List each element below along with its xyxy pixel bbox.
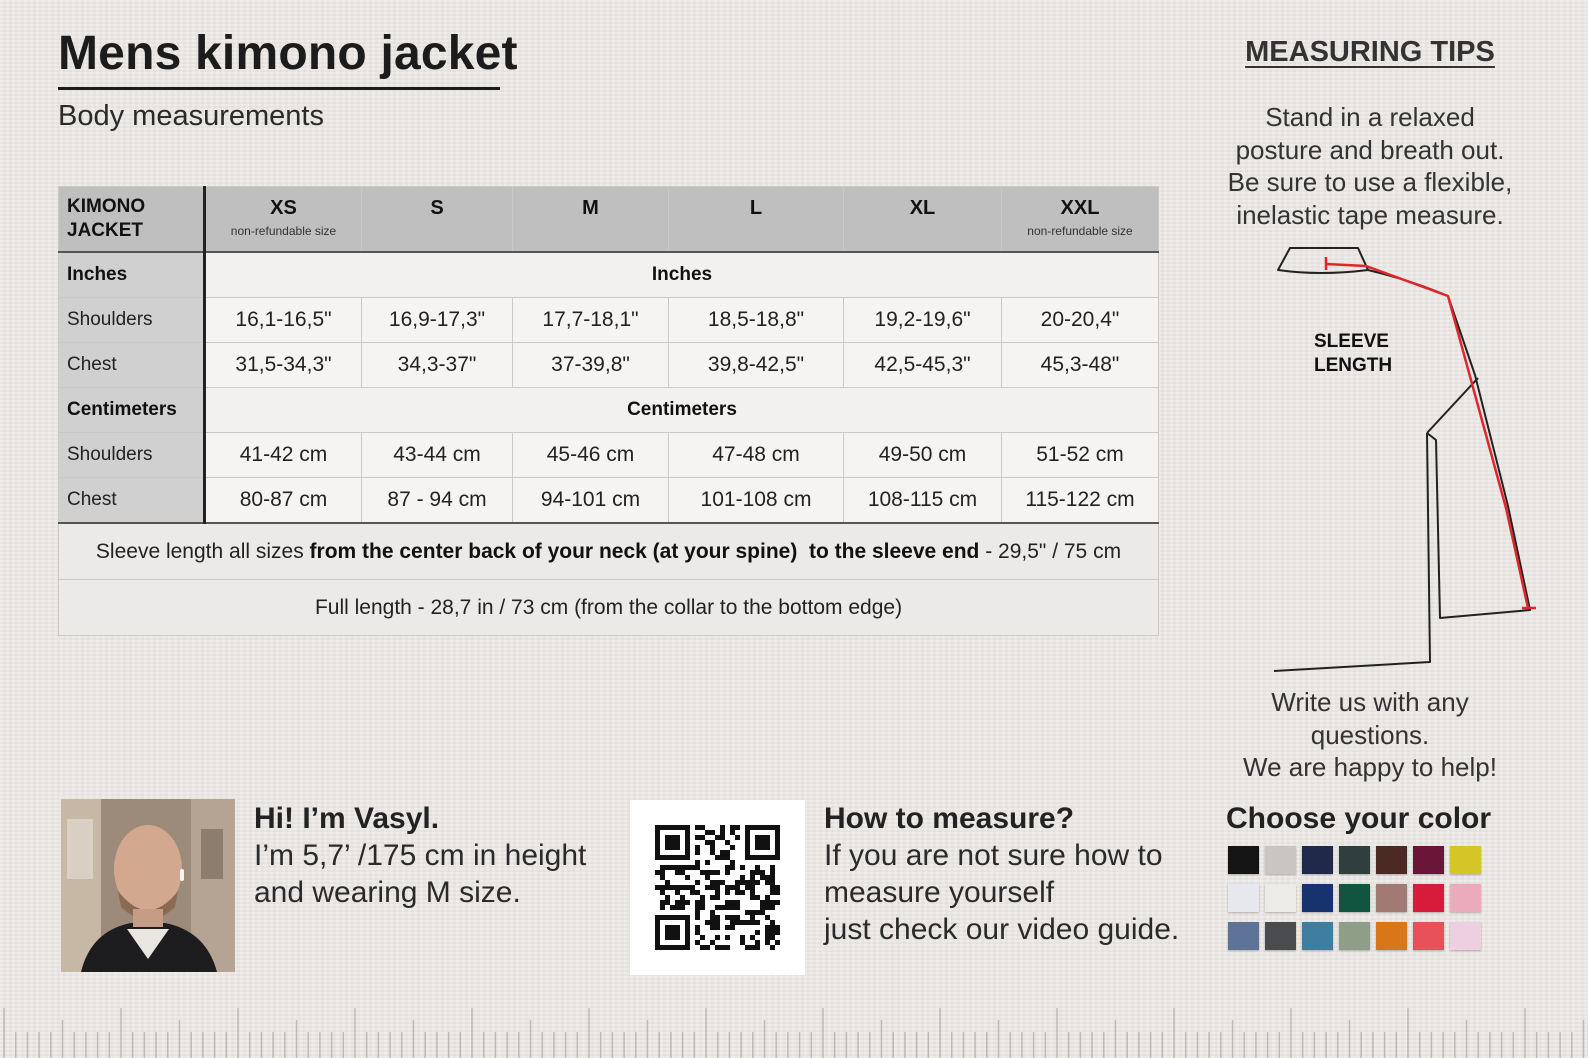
color-swatch[interactable] [1376,846,1407,874]
ruler-decoration [0,990,1588,1058]
tip-line: Be sure to use a flexible, [1227,167,1513,197]
table-cell: 87 - 94 cm [362,478,513,524]
table-cell: 31,5-34,3" [205,343,362,388]
row-label: Chest [59,478,205,524]
full-length-note: Full length - 28,7 in / 73 cm (from the collar to the bottom edge) [59,580,1159,636]
table-corner-label [59,187,205,253]
color-swatch[interactable] [1450,884,1481,912]
color-swatch[interactable] [1413,846,1444,874]
table-row [59,433,1159,478]
jacket-body-outline [1274,433,1430,671]
how-to-measure-line: If you are not sure how to [824,839,1163,872]
size-note: non-refundable size [1027,224,1133,238]
size-header-m [513,187,669,253]
model-photo [61,799,235,972]
table-cell: 94-101 cm [513,478,669,524]
corner-line-1: KIMONO [67,196,146,217]
tip-line: inelastic tape measure. [1236,200,1504,230]
table-cell: 80-87 cm [205,478,362,524]
table-cell: 108-115 cm [844,478,1002,524]
table-cell: 41-42 cm [205,433,362,478]
size-header-xl [844,187,1002,253]
row-label: Shoulders [59,433,205,478]
table-header-row [59,187,1159,253]
sleeve-note-post: - 29,5" / 75 cm [979,539,1122,563]
size-label: XL [909,197,936,219]
table-cell: 18,5-18,8" [669,298,844,343]
choose-color-heading: Choose your color [1226,802,1492,835]
corner-line-2: JACKET [67,220,144,241]
color-swatch[interactable] [1376,922,1407,950]
how-to-measure-line: just check our video guide. [824,913,1180,946]
color-swatch[interactable] [1339,884,1370,912]
color-swatch[interactable] [1450,846,1481,874]
table-row [59,478,1159,524]
table-section-row-inches [59,252,1159,298]
size-label: L [749,197,763,219]
jacket-armhole-line [1427,378,1478,433]
sleeve-length-row [59,523,1159,580]
table-cell: 17,7-18,1" [513,298,669,343]
jacket-collar-outline [1278,248,1368,273]
sleeve-note-pre: Sleeve length all sizes [95,539,310,563]
table-cell: 47-48 cm [669,433,844,478]
color-swatch[interactable] [1265,922,1296,950]
ruler-ticks [4,1008,1584,1058]
table-cell: 49-50 cm [844,433,1002,478]
section-span-label: Inches [205,252,1159,298]
table-cell: 43-44 cm [362,433,513,478]
table-cell: 16,9-17,3" [362,298,513,343]
table-cell: 51-52 cm [1002,433,1159,478]
table-cell: 34,3-37" [362,343,513,388]
row-label: Shoulders [59,298,205,343]
table-cell: 37-39,8" [513,343,669,388]
sleeve-label-line-2: LENGTH [1314,355,1393,376]
color-swatch[interactable] [1302,884,1333,912]
row-label: Chest [59,343,205,388]
size-header-s [362,187,513,253]
contact-line: Write us with any [1271,687,1469,717]
section-label: Inches [59,252,205,298]
contact-line: We are happy to help! [1243,752,1497,782]
size-label: XXL [1060,197,1100,219]
table-cell: 45-46 cm [513,433,669,478]
size-header-xxl [1002,187,1159,253]
sleeve-label-line-1: SLEEVE [1314,331,1389,352]
qr-code-icon [630,800,805,975]
table-cell: 39,8-42,5" [669,343,844,388]
section-label: Centimeters [59,388,205,433]
color-swatch[interactable] [1265,846,1296,874]
table-row [59,298,1159,343]
full-length-row [59,580,1159,636]
color-swatch[interactable] [1376,884,1407,912]
table-cell: 115-122 cm [1002,478,1159,524]
sleeve-note-bold-2: to the sleeve end [809,539,980,563]
size-chart-table [58,186,1159,636]
table-cell: 42,5-45,3" [844,343,1002,388]
model-size: and wearing M size. [254,876,521,909]
jacket-sleeve-diagram [1260,240,1550,680]
size-header-l [669,187,844,253]
table-cell: 16,1-16,5" [205,298,362,343]
model-greeting: Hi! I’m Vasyl. [254,802,440,835]
how-to-measure-heading: How to measure? [824,802,1075,835]
how-to-measure-line: measure yourself [824,876,1055,909]
model-height: I’m 5,7’ /175 cm in height [254,839,587,872]
size-header-xs [205,187,362,253]
table-cell: 45,3-48" [1002,343,1159,388]
page-subtitle: Body measurements [58,100,324,132]
color-swatch[interactable] [1450,922,1481,950]
color-swatch[interactable] [1265,884,1296,912]
sleeve-length-label [1314,330,1392,378]
color-swatch[interactable] [1302,922,1333,950]
color-swatch[interactable] [1413,884,1444,912]
jacket-sleeve-outline [1368,270,1530,618]
sleeve-note-bold-1: from the center back of your neck (at your spine) [309,539,798,563]
color-swatch[interactable] [1302,846,1333,874]
table-section-row-centimeters [59,388,1159,433]
page-title: Mens kimono jacket [58,27,518,80]
title-underline [58,87,500,90]
contact-line: questions. [1310,720,1430,750]
color-swatch[interactable] [1413,922,1444,950]
size-label: S [430,197,444,219]
size-note: non-refundable size [230,224,337,238]
table-row [59,343,1159,388]
sleeve-length-note [59,523,1159,580]
table-cell: 20-20,4" [1002,298,1159,343]
color-swatch[interactable] [1228,922,1259,950]
table-cell: 19,2-19,6" [844,298,1002,343]
size-label: XS [270,197,297,219]
video-guide-qr-code[interactable] [630,800,805,975]
size-label: M [582,197,599,219]
section-span-label: Centimeters [205,388,1159,433]
color-swatch-grid [1228,846,1488,956]
measuring-tips-heading: MEASURING TIPS [1245,36,1495,68]
tip-line: posture and breath out. [1235,135,1505,165]
color-swatch[interactable] [1228,884,1259,912]
color-swatch[interactable] [1228,846,1259,874]
qr-modules [655,825,780,950]
table-cell: 101-108 cm [669,478,844,524]
tip-line: Stand in a relaxed [1265,102,1475,132]
color-swatch[interactable] [1339,922,1370,950]
color-swatch[interactable] [1339,846,1370,874]
